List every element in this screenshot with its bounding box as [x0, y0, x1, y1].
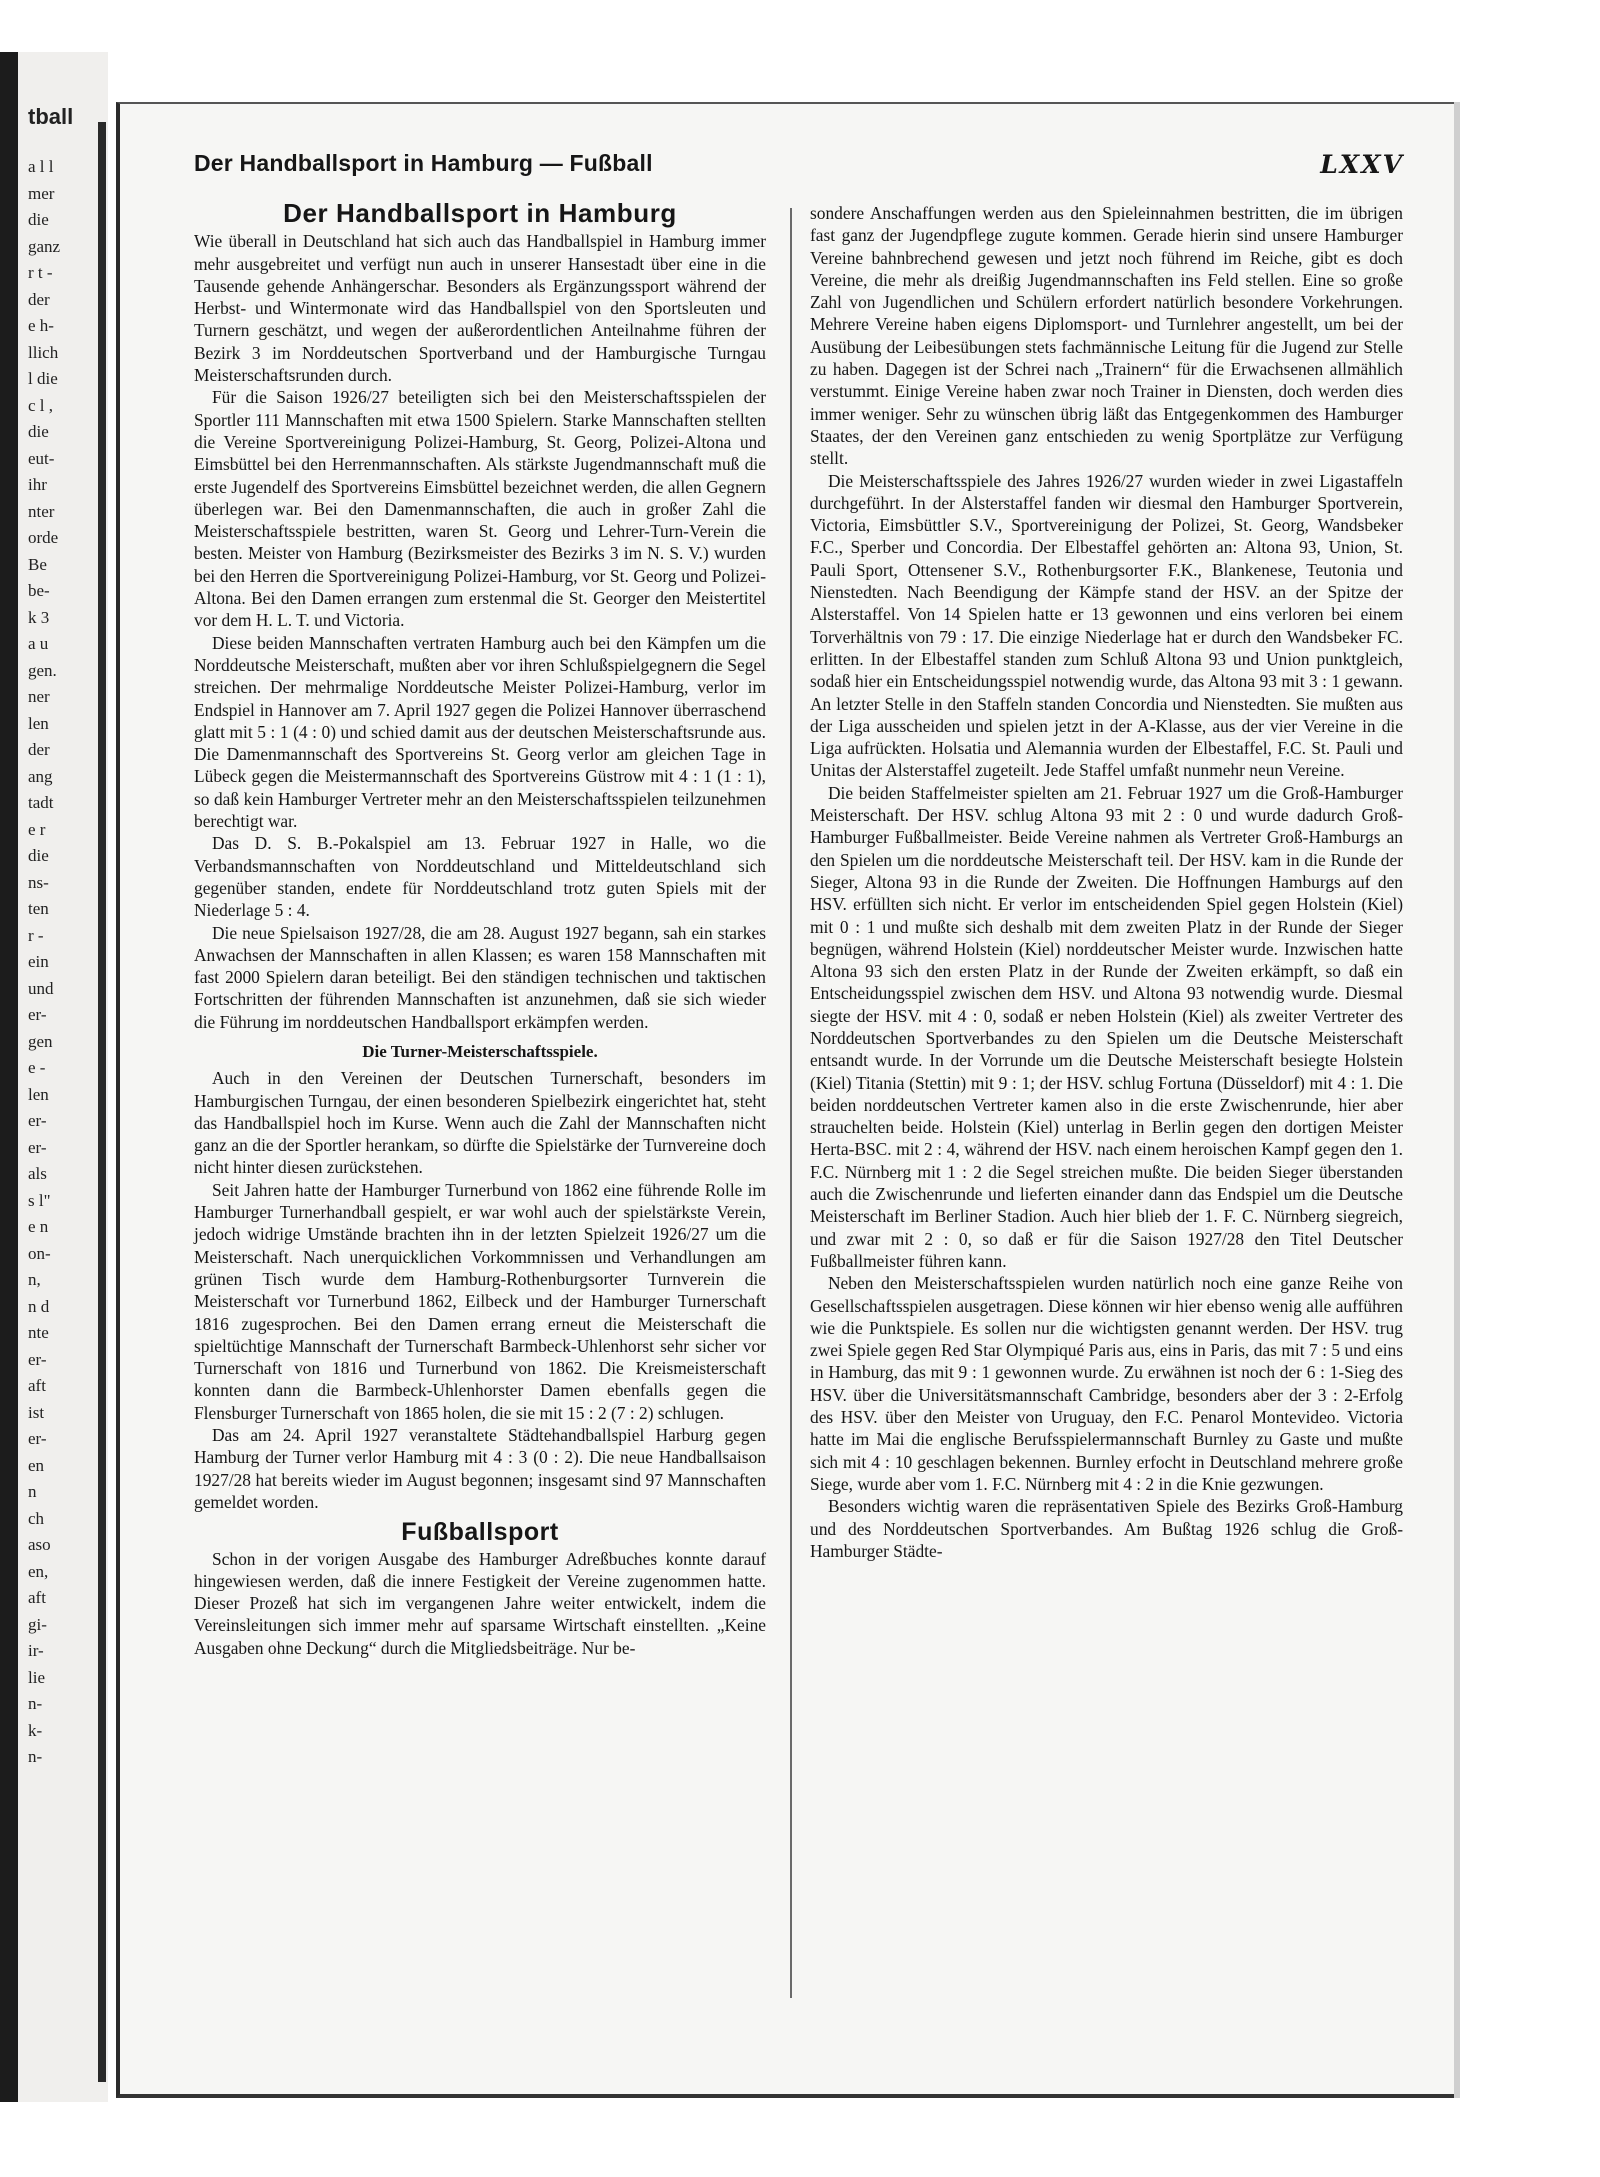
neighbor-text-fragment: aso	[28, 1535, 51, 1554]
column-divider	[790, 208, 792, 1998]
turner-paragraph: Das am 24. April 1927 veranstaltete Städtehandballspiel Harburg gegen Hamburg der Turner verlor Hamburg mit 4 : 3 (0 : 2). Die neue Handballsaison 1927/28 hat bereits wieder im August begonnen; insgesamt sind 97 Mannschaften gemeldet worden.	[194, 1425, 766, 1512]
handball-paragraph: Diese beiden Mannschaften vertraten Hamburg auch bei den Kämpfen um die Norddeutsche Meisterschaft, mußten aber vor ihren Schlußspielgegnern die Segel streichen. Der mehrmalige Norddeutsche Meister Polizei-Hamburg, verlor im Endspiel in Hannover am 7. April 1927 gegen die Polizei Hannover überraschend glatt mit 5 : 1 (4 : 0) und schied damit aus der deutschen Meisterschaftsrunde aus. Die Damenmannschaft des Sportvereins St. Georg verlor am gleichen Tage in Lübeck gegen die Meistermannschaft des Sportvereins Güstrow mit 4 : 1 (1 : 1), so daß kein Hamburger Vertreter mehr an den Meisterschaftsspielen teilzunehmen berechtigt war.	[194, 632, 766, 832]
neighbor-text-fragment: nte	[28, 1323, 49, 1342]
neighbor-text-fragment: be-	[28, 581, 50, 600]
document-page	[116, 102, 1454, 2098]
neighbor-text-fragment: llich	[28, 342, 59, 362]
neighbor-text-fragment: a l l	[28, 157, 54, 176]
neighbor-text-fragment: nter	[28, 501, 55, 521]
handball-paragraph: Das D. S. B.-Pokalspiel am 13. Februar 1927 in Halle, wo die Verbandsmannschaften von Norddeutschland und Mitteldeutschland sich gegenüber standen, endete für Norddeutschland trotz guten Spiels mit der Niederlage 5 : 4.	[194, 833, 766, 921]
neighbor-text-fragment: n d	[28, 1296, 50, 1316]
neighbor-text-fragment: als	[28, 1164, 47, 1183]
neighbor-text-fragment: der	[28, 740, 50, 759]
neighbor-text-fragment: ch	[28, 1508, 45, 1528]
neighbor-text-fragment: ten	[28, 899, 49, 918]
neighbor-text-fragment: ist	[28, 1402, 45, 1422]
neighbor-text-fragment: mer	[28, 183, 55, 203]
neighbor-text-fragment: c l ,	[28, 395, 54, 415]
neighbor-text-fragment: tadt	[28, 793, 54, 812]
neighbor-text-fragment: ihr	[28, 475, 47, 494]
fussball-paragraph: Neben den Meisterschaftsspielen wurden natürlich noch eine ganze Reihe von Gesellschaftsspielen ausgetragen. Diese können wir hier ebenso wenig alle aufführen wie die Punktspiele. Es sollen nur die wichtigsten genannt werden. Der HSV. trug zwei Spiele gegen Red Star Olympiqué Paris aus, eins in Paris, das mit 7 : 5 und eins in Hamburg, das mit 9 : 1 gewonnen wurde. Zu erwähnen ist noch der 6 : 1-Sieg des HSV. über die Universitätsmannschaft Cambridge, besonders aber der 3 : 2-Erfolg des HSV. über den Meister von Uruguay, den F.C. Penarol Montevideo. Victoria hatte im Mai die englische Berufsspielermannschaft Burnley zu Gaste und mußte sich mit 4 : 10 geschlagen bekennen. Burnley erfocht in Deutschland mehrere große Siege, wurde aber vom 1. F.C. Nürnberg mit 4 : 2 in die Knie gezwungen.	[810, 1273, 1403, 1494]
turner-subheading: Die Turner-Meisterschaftsspiele.	[362, 1041, 598, 1061]
fussball-paragraph: Die beiden Staffelmeister spielten am 21. Februar 1927 um die Groß-Hamburger Meisterschaft. Der HSV. schlug Altona 93 mit 2 : 0 und wurde dadurch Groß-Hamburger Fußballmeister. Beide Vereine nahmen als Vertreter Groß-Hamburgs an den Spielen um die norddeutsche Meisterschaft teil. Der HSV. kam in die Runde der Sieger, Altona 93 in die Runde der Zweiten. Die Hoffnungen Hamburgs auf den HSV. erfüllten sich nicht. Er verlor im entscheidenden Spiel gegen Holstein (Kiel) mit 0 : 1 und mußte sich deshalb mit dem zweiten Platz in der Runde der Sieger begnügen, während Holstein (Kiel) norddeutscher Meister wurde. Inzwischen hatte Altona 93 sich den ersten Platz in der Runde der Zweiten erkämpft, so daß ein Entscheidungsspiel zwischen dem HSV. und Altona 93 notwendig wurde. Diesmal siegte der HSV. mit 4 : 0, sodaß er neben Holstein (Kiel) als zweiter Vertreter des Norddeutschen Sportverbandes zu den Spielen um die Deutsche Meisterschaft entsandt wurde. In der Vorrunde um die Deutsche Meisterschaft besiegte Holstein (Kiel) Titania (Stettin) mit 9 : 1; der HSV. schlug Fortuna (Düsseldorf) mit 4 : 1. Die beiden norddeutschen Vertreter kamen also in die erste Zwischenrunde, hier aber strauchelten beide. Holstein (Kiel) unterlag in Berlin gegen den dortigen Meister Herta-BSC. mit 2 : 4, während der HSV. nach einem heroischen Kampf gegen den 1. F.C. Nürnberg mit 1 : 2 die Segel streichen mußte. Die beiden Sieger überstanden auch die Zwischenrunde und lieferten einander dann das Endspiel um die Deutsche Meisterschaft im Berliner Stadion. Auch hier blieb der 1. F. C. Nürnberg siegreich, und zwar mit 2 : 0, so daß er für die Saison 1927/28 den Titel Deutscher Fußballmeister führen kann.	[810, 782, 1403, 1271]
neighbor-text-fragment: ganz	[28, 236, 61, 256]
neighbor-text-fragment: er-	[28, 1429, 47, 1448]
handball-paragraph: Wie überall in Deutschland hat sich auch das Handballspiel in Hamburg immer mehr ausgebreitet und verfügt nun auch in unserer Hansestadt über eine in die Tausende gehende Anhängerschar. Besonders als Ergänzungssport während der Herbst- und Wintermonate wird das Handballspiel von den Sportsleuten und Turnern geschätzt, und wegen der außerordentlichen Anteilnahme führen der Bezirk 3 im Norddeutschen Sportverband und der Hamburgische Turngau Meisterschaftsrunden durch.	[194, 231, 766, 386]
neighbor-text-fragment: ns-	[28, 872, 49, 892]
fussball-paragraph: Besonders wichtig waren die repräsentativen Spiele des Bezirks Groß-Hamburg und des Norddeutschen Sportverbandes. Am Bußtag 1926 schlug die Groß-Hamburger Städte-	[810, 1496, 1403, 1561]
neighbor-text-fragment: gen	[28, 1031, 53, 1051]
neighbor-text-fragment: orde	[28, 528, 59, 547]
neighbor-text-fragment: lie	[28, 1667, 45, 1687]
handball-paragraph: Für die Saison 1926/27 beteiligten sich bei den Meisterschaftsspielen der Sportler 111 Mannschaften mit etwa 1500 Spielern. Starke Mannschaften stellten die Vereine Sportvereinigung Polizei-Hamburg, St. Georg, Polizei-Altona und Eimsbüttel bei den Herrenmannschaften. Als stärkste Jugendmannschaft muß die erste Jugendelf des Sportvereins Eimsbüttel bezeichnet werden, die allen Gegnern überlegen war. Bei den Damenmannschaften, die auch in großer Zahl die Meisterschaftsspiele bestritten, waren St. Georg und Lehrer-Turn-Verein die besten. Meister von Hamburg (Bezirksmeister des Bezirks 3 im N. S. V.) wurden bei den Herren die Sportvereinigung Polizei-Hamburg, vor St. Georg und Polizei-Altona. Bei den Damen errangen zum erstenmal die St. Georger den Meistertitel vor dem H. L. T. und Victoria.	[194, 387, 766, 631]
neighbor-text-fragment: er-	[28, 1005, 47, 1024]
left-column	[194, 198, 766, 1659]
neighbor-text-fragment: on-	[28, 1243, 51, 1263]
neighbor-text-fragment: e -	[28, 1058, 46, 1077]
page-number: LXXV	[1320, 150, 1404, 179]
neighbor-text-fragment: r t -	[28, 263, 53, 282]
neighbor-text-fragment: s l"	[28, 1190, 51, 1210]
neighbor-text-fragment: und	[28, 978, 54, 998]
neighbor-text-fragment: e h-	[28, 316, 54, 335]
neighbor-text-fragment: n,	[28, 1270, 41, 1289]
right-column	[810, 202, 1403, 1562]
article-title: Der Handballsport in Hamburg	[283, 198, 677, 228]
neighbor-text-fragment: r -	[28, 925, 44, 945]
neighbor-text-fragment: ang	[28, 766, 53, 786]
handball-paragraph: Die neue Spielsaison 1927/28, die am 28. August 1927 begann, sah ein starkes Anwachsen der Mannschaften in allen Klassen; es waren 158 Mannschaften mit fast 2000 Spielern daran beteiligt. Bei den ständigen technischen und taktischen Fortschritten der führenden Mannschaften ist anzunehmen, daß sie sich wieder die Führung im norddeutschen Handballsport erkämpfen werden.	[194, 922, 766, 1032]
binding-edge	[0, 52, 18, 2102]
fussball-paragraph: Schon in der vorigen Ausgabe des Hamburger Adreßbuches konnte darauf hingewiesen werden, daß die innere Festigkeit der Vereine zugenommen hatte. Dieser Prozeß hat sich im vergangenen Jahre weiter entwickelt, indem die Vereinsleitungen sich immer mehr auf sparsame Wirtschaft einstellten. „Keine Ausgaben ohne Deckung“ durch die Mitgliedsbeiträge. Nur be-	[194, 1548, 766, 1658]
page-gutter-edge	[98, 122, 106, 2082]
neighbor-text-fragment: n-	[28, 1747, 43, 1766]
neighbor-text-fragment: aft	[28, 1376, 46, 1395]
neighbor-text-fragment: en	[28, 1455, 45, 1475]
neighbor-text-fragment: k-	[28, 1720, 43, 1740]
neighbor-text-fragment: er-	[28, 1111, 47, 1130]
neighbor-text-fragment: gen.	[28, 660, 57, 680]
neighbor-text-fragment: a u	[28, 634, 49, 653]
turner-paragraph: Seit Jahren hatte der Hamburger Turnerbund von 1862 eine führende Rolle im Hamburger Turnerhandball gespielt, er war wohl auch der spielstärkste Verein, jedoch widrige Umstände brachten ihn in der letzten Spielzeit 1926/27 um die Meisterschaft. Nach unerquicklichen Vorkommnissen und Verhandlungen am grünen Tisch wurde dem Hamburg-Rothenburgsorter Turnverein die Meisterschaft vor Turnerbund 1862, Eilbeck und der Hamburger Turnerschaft 1816 zugesprochen. Bei den Damen errang erneut die Meisterschaft die spieltüchtige Mannschaft der Turnerschaft Barmbeck-Uhlenhorst sehr sicher vor Turnerschaft von 1816 und Turnerbund von 1862. Die Kreismeisterschaft konnten dann die Barmbeck-Uhlenhorster Damen ebenfalls gegen die Flensburger Turnerschaft von 1865 holen, die sie mit 15 : 2 (7 : 2) schlugen.	[194, 1179, 766, 1423]
neighbor-text-fragment: k 3	[28, 607, 50, 627]
neighbor-text-fragment: e r	[28, 819, 46, 839]
neighbor-header-fragment: tball	[28, 104, 74, 129]
neighbor-text-fragment: n	[28, 1482, 37, 1501]
neighbor-text-fragment: ir-	[28, 1641, 44, 1660]
neighbor-text-fragment: ein	[28, 952, 49, 971]
neighbor-text-fragment: die	[28, 210, 49, 229]
neighbor-text-fragment: len	[28, 1084, 49, 1104]
running-header	[194, 150, 1404, 190]
turner-paragraph: Auch in den Vereinen der Deutschen Turnerschaft, besonders im Hamburgischen Turngau, der einen besonderen Spielbezirk eingerichtet hat, steht das Handballspiel hoch im Kurse. Wenn auch die Zahl der Mannschaften nicht ganz an die der Sportler herankam, so dürfte die Spielstärke der Turnvereine doch nicht hinter diesen zurückstehen.	[194, 1068, 766, 1178]
neighbor-text-fragment: er-	[28, 1137, 47, 1157]
neighbor-text-fragment: die	[28, 846, 49, 865]
neighbor-text-fragment: len	[28, 713, 49, 733]
neighbor-text-fragment: n-	[28, 1694, 43, 1713]
fussball-paragraph: Die Meisterschaftsspiele des Jahres 1926/27 wurden wieder in zwei Ligastaffeln durchgeführt. In der Alsterstaffel fanden wir diesmal den Hamburger Sportverein, Victoria, Eimsbüttler S.V., Sportvereinigung der Polizei, St. Georg, Wandsbeker F.C., Sperber und Concordia. Der Elbestaffel gehörten an: Altona 93, Union, St. Pauli Sport, Ottensener S.V., Rothenburgsorter F.K., Blankenese, Teutonia und Nienstedten. Nach Beendigung der Kämpfe stand der HSV. an der Spitze der Alsterstaffel. Von 14 Spielen hatte er 13 gewonnen und eins verloren bei einem Torverhältnis von 79 : 17. Die einzige Niederlage hat er durch den Wandsbeker FC. erlitten. In der Elbestaffel standen zum Schluß Altona 93 und Union punktgleich, sodaß hier ein Entscheidungsspiel notwendig wurde, das Altona 93 mit 3 : 1 gewann. An letzter Stelle in den Staffeln standen Concordia und Nienstedten. Sie mußten aus der Liga ausscheiden und spielen jetzt in der A-Klasse, aus der vier Vereine in die Liga aufrückten. Holsatia und Alemannia wurden der Elbestaffel, F.C. St. Pauli und Unitas der Alsterstaffel zugeteilt. Jede Staffel umfaßt nunmehr neun Vereine.	[810, 470, 1403, 781]
neighbor-text-fragment: aft	[28, 1588, 46, 1607]
neighbor-text-fragment: en,	[28, 1561, 49, 1581]
fussball-paragraph: sondere Anschaffungen werden aus den Spieleinnahmen bestritten, die im übrigen fast ganz der Jugendpflege zugute kommen. Gerade hierin sind unsere Hamburger Vereine bahnbrechend gewesen und jetzt noch führend im Reiche, gibt es doch Vereine, die mehr als dreißig Jugendmannschaften ins Feld stellen. Eine so große Zahl von Jugendlichen und Schülern erfordert natürlich besondere Vorkehrungen. Mehrere Vereine haben eigens Diplomsport- und Turnlehrer angestellt, um bei der Ausübung der Leibesübungen stets fachmännische Leitung für die Jugend zur Stelle zu haben. Dagegen ist der Schrei nach „Trainern“ für die Erwachsenen allmählich verstummt. Einige Vereine haben zwar noch Trainer in Diensten, doch werden dies immer weniger. Sehr zu wünschen übrig läßt das Entgegenkommen des Hamburger Staates, der den Vereinen ganz entschieden zu wenig Sportplätze zur Verfügung stellt.	[810, 203, 1403, 469]
neighbor-text-fragment: eut-	[28, 448, 55, 468]
neighbor-text-fragment: er-	[28, 1349, 47, 1369]
neighbor-text-fragment: ner	[28, 687, 50, 706]
running-header-title: Der Handballsport in Hamburg — Fußball	[194, 150, 653, 176]
neighbor-text-fragment: Be	[28, 554, 47, 574]
fussball-title: Fußballsport	[401, 1518, 559, 1547]
neighbor-text-fragment: l die	[28, 369, 58, 388]
neighbor-text-fragment: die	[28, 422, 49, 441]
neighbor-text-fragment: der	[28, 289, 50, 309]
neighbor-text-fragment: e n	[28, 1217, 49, 1236]
neighbor-text-fragment: gi-	[28, 1614, 47, 1634]
neighbor-page-strip	[0, 52, 108, 2102]
